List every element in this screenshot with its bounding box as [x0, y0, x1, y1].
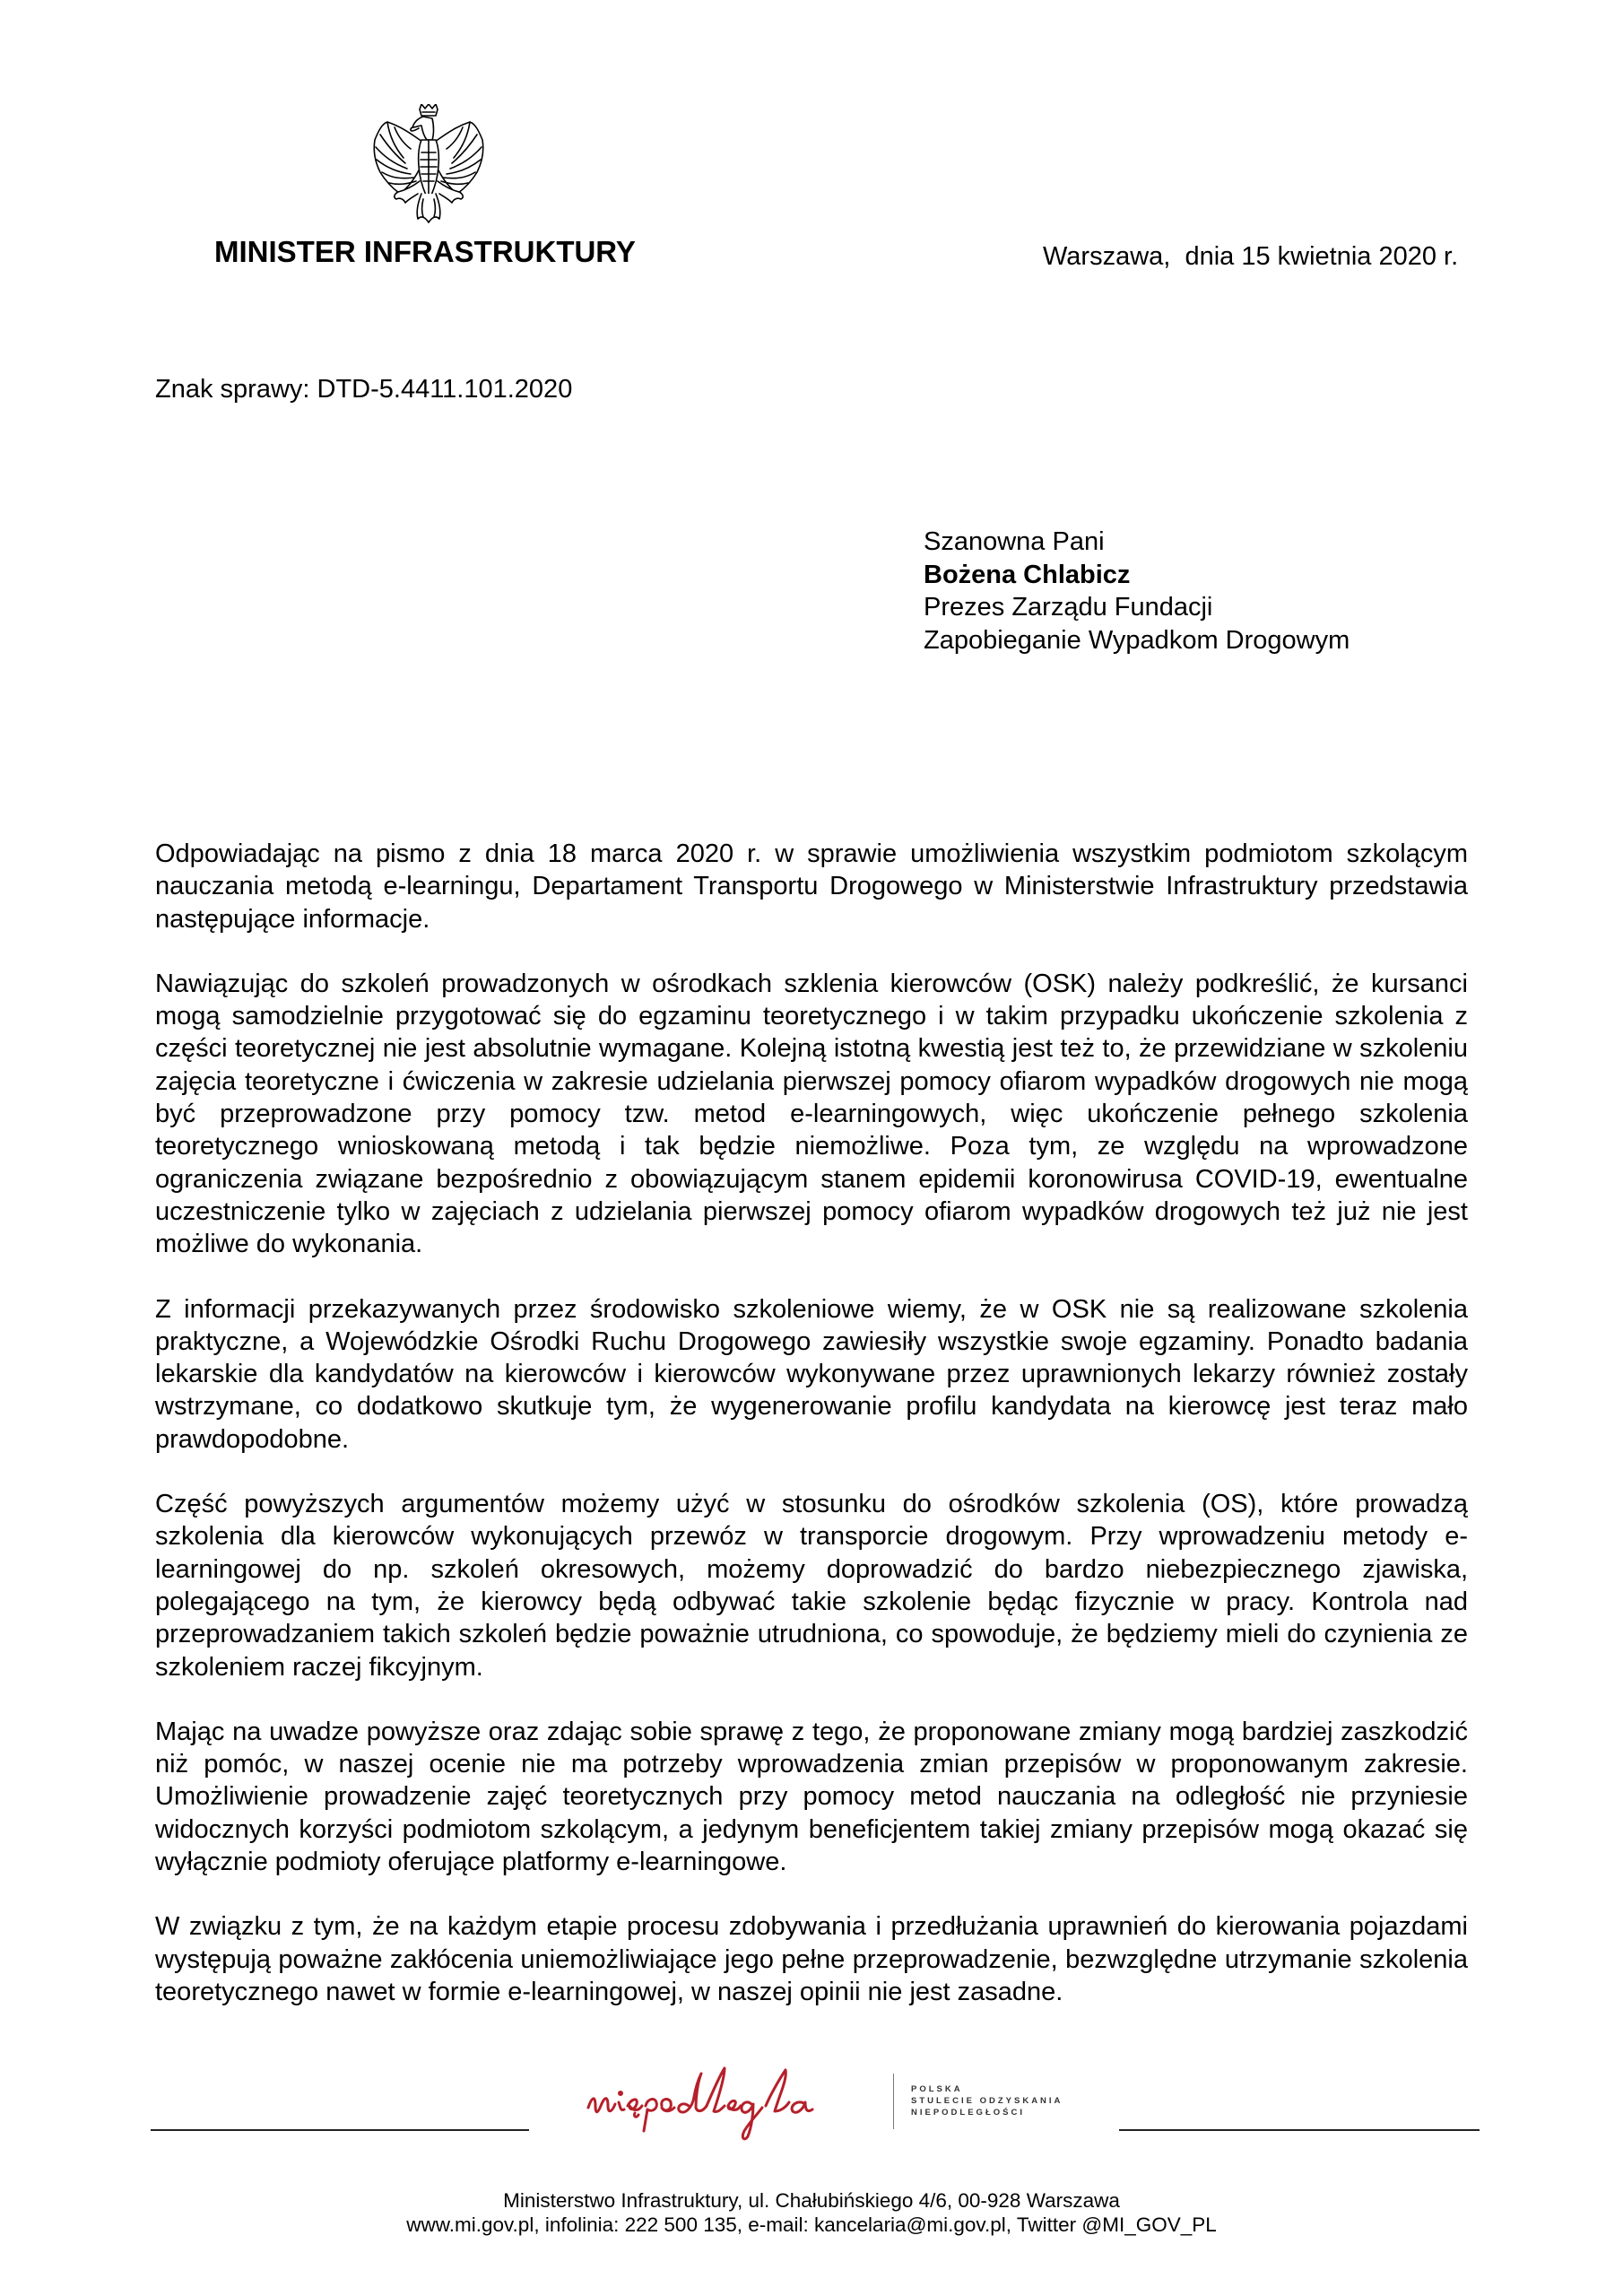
body-paragraph: Z informacji przekazywanych przez środowisko szkoleniowe wiemy, że w OSK nie są realizowane szkolenia praktyczne, a Wojewódzkie Ośrodki Ruchu Drogowego zawiesiły wszystkie swoje egzaminy. Ponadto badania lekarskie dla kandydatów na kierowców i kierowców wykonywane przez uprawnionych lekarzy również zostały wstrzymane, co dodatkowo skutkuje tym, że wygenerowanie profilu kandydata na kierowcę jest teraz mało prawdopodobne. [155, 1294, 1468, 1454]
addressee-name: Bożena Chlabicz [924, 560, 1131, 589]
addressee-block [924, 526, 1350, 657]
centenary-line: STULECIE ODZYSKANIA [911, 2096, 1063, 2106]
body-paragraph: Część powyższych argumentów możemy użyć w stosunku do ośrodków szkolenia (OS), które prowadzą szkolenia dla kierowców wykonujących przewóz w transporcie drogowym. Przy wprowadzeniu metody e-learningowej do np. szkoleń okresowych, możemy doprowadzić do bardzo niebezpiecznego zjawiska, polegającego na tym, że kierowcy będą odbywać takie szkolenie będąc fizycznie w pracy. Kontrola nad przeprowadzaniem takich szkoleń będzie poważnie utrudniona, co spowoduje, że będziemy mieli do czynienia ze szkoleniem raczej fikcyjnym. [155, 1490, 1468, 1682]
letter-body [155, 838, 1468, 2040]
logo-divider [893, 2074, 894, 2129]
addressee-position: Prezes Zarządu Fundacji [924, 593, 1213, 622]
footer-contact-block [0, 2188, 1623, 2237]
footer-contact-line: www.mi.gov.pl, infolinia: 222 500 135, e-mail: kancelaria@mi.gov.pl, Twitter @MI_GOV_PL [406, 2213, 1217, 2236]
footer-address-line: Ministerstwo Infrastruktury, ul. Chałubińskiego 4/6, 00-928 Warszawa [503, 2189, 1120, 2212]
body-paragraph: Odpowiadając na pismo z dnia 18 marca 2020 r. w sprawie umożliwienia wszystkim podmiotom szkolącym nauczania metodą e-learningu, Departament Transportu Drogowego w Ministerstwie Infrastruktury przedstawia następujące informacje. [155, 839, 1468, 934]
centenary-line: NIEPODLEGŁOŚCI [911, 2108, 1025, 2118]
polish-eagle-emblem-icon [368, 104, 490, 228]
body-paragraph: Mając na uwadze powyższe oraz zdając sobie sprawę z tego, że proponowane zmiany mogą bardziej zaszkodzić niż pomóc, w naszej ocenie nie ma potrzeby wprowadzenia zmian przepisów w proponowanym zakresie. Umożliwienie prowadzenie zajęć teoretycznych przy pomocy metod nauczania na odległość nie przyniesie widocznych korzyści podmiotom szkolącym, a jedynym beneficjentem takiej zmiany przepisów mogą okazać się wyłącznie podmioty oferujące platformy e-learningowe. [155, 1717, 1468, 1877]
centenary-caption [911, 2083, 1063, 2118]
case-reference: Znak sprawy: DTD-5.4411.101.2020 [155, 375, 573, 404]
issuer-title: MINISTER INFRASTRUKTURY [214, 235, 636, 268]
footer-divider-right [1119, 2129, 1480, 2131]
niepodlegla-logo-icon [581, 2061, 877, 2144]
addressee-salutation: Szanowna Pani [924, 527, 1105, 556]
centenary-line: POLSKA [911, 2084, 963, 2094]
place-and-date: Warszawa, dnia 15 kwietnia 2020 r. [1043, 242, 1459, 271]
footer-divider-left [151, 2129, 529, 2131]
addressee-organization: Zapobieganie Wypadkom Drogowym [924, 625, 1350, 655]
body-paragraph: W związku z tym, że na każdym etapie procesu zdobywania i przedłużania uprawnień do kierowania pojazdami występują poważne zakłócenia uniemożliwiające jego pełne przeprowadzenie, bezwzględne utrzymanie szkolenia teoretycznego nawet w formie e-learningowej, w naszej opinii nie jest zasadne. [155, 1912, 1468, 2006]
body-paragraph: Nawiązując do szkoleń prowadzonych w ośrodkach szklenia kierowców (OSK) należy podkreślić, że kursanci mogą samodzielnie przygotować się do egzaminu teoretycznego i w takim przypadku ukończenie szkolenia z części teoretycznej nie jest absolutnie wymagane. Kolejną istotną kwestią jest też to, że przewidziane w szkoleniu zajęcia teoretyczne i ćwiczenia w zakresie udzielania pierwszej pomocy ofiarom wypadków drogowych nie mogą być przeprowadzone przy pomocy tzw. metod e-learningowych, więc ukończenie pełnego szkolenia teoretycznego wnioskowaną metodą i tak będzie niemożliwe. Poza tym, ze względu na wprowadzone ograniczenia związane bezpośrednio z obowiązującym stanem epidemii koronowirusa COVID-19, ewentualne uczestniczenie tylko w zajęciach z udzielania pierwszej pomocy ofiarom wypadków drogowych też już nie jest możliwe do wykonania. [155, 969, 1468, 1259]
